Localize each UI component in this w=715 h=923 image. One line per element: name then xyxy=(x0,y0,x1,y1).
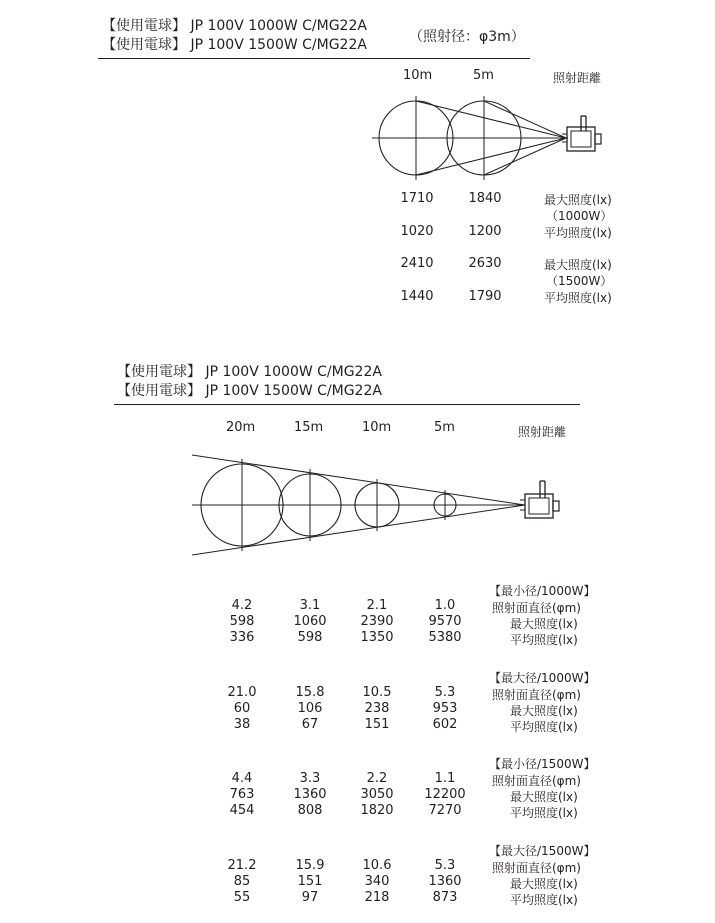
top-max-1000w-10m: 1710 xyxy=(400,191,434,206)
distance-label-15m: 15m xyxy=(294,420,324,435)
top-wattage-1500w: （1500W） xyxy=(546,274,613,288)
g4-max-5m: 1360 xyxy=(428,874,462,889)
g4-max-20m: 85 xyxy=(233,874,251,889)
row-label-max: 最大照度(lx) xyxy=(510,790,578,804)
lamp-spec-1500w: 【使用電球】 JP 100V 1500W C/MG22A xyxy=(102,37,367,53)
g2-avg-10m: 151 xyxy=(364,717,390,732)
g4-avg-15m: 97 xyxy=(301,890,319,905)
g3-avg-15m: 808 xyxy=(297,803,323,818)
top-max-label: 最大照度(lx) xyxy=(544,193,612,207)
g1-avg-10m: 1350 xyxy=(360,630,394,645)
row-label-max: 最大照度(lx) xyxy=(510,704,578,718)
row-label-avg: 平均照度(lx) xyxy=(510,806,578,820)
g4-diameter-20m: 21.2 xyxy=(227,858,257,873)
throw-distance-title: 照射距離 xyxy=(518,425,567,439)
g4-avg-10m: 218 xyxy=(364,890,390,905)
g3-diameter-15m: 3.3 xyxy=(299,771,321,786)
top-avg-1500w-5m: 1790 xyxy=(468,289,502,304)
top-avg-1000w-10m: 1020 xyxy=(400,224,434,239)
top-max-label: 最大照度(lx) xyxy=(544,258,612,272)
throw-distance-title: 照射距離 xyxy=(553,71,602,85)
g3-max-15m: 1360 xyxy=(293,787,327,802)
g2-diameter-5m: 5.3 xyxy=(434,685,456,700)
g2-avg-15m: 67 xyxy=(301,717,319,732)
row-label-avg: 平均照度(lx) xyxy=(510,633,578,647)
g4-diameter-15m: 15.9 xyxy=(295,858,325,873)
g2-diameter-15m: 15.8 xyxy=(295,685,325,700)
g3-max-20m: 763 xyxy=(229,787,255,802)
distance-label-5m: 5m xyxy=(473,68,494,83)
row-label-diameter: 照射面直径(φm) xyxy=(492,861,581,875)
g2-max-5m: 953 xyxy=(432,701,458,716)
row-label-avg: 平均照度(lx) xyxy=(510,720,578,734)
row-label-diameter: 照射面直径(φm) xyxy=(492,688,581,702)
top-avg-1000w-5m: 1200 xyxy=(468,224,502,239)
top-max-1500w-10m: 2410 xyxy=(400,256,434,271)
g2-avg-5m: 602 xyxy=(432,717,458,732)
distance-label-5m: 5m xyxy=(434,420,455,435)
g2-max-10m: 238 xyxy=(364,701,390,716)
top-avg-1500w-10m: 1440 xyxy=(400,289,434,304)
group-title: 【最小径/1000W】 xyxy=(489,584,596,598)
g2-max-15m: 106 xyxy=(297,701,323,716)
g4-avg-20m: 55 xyxy=(233,890,251,905)
g3-avg-5m: 7270 xyxy=(428,803,462,818)
g4-diameter-10m: 10.6 xyxy=(362,858,392,873)
g1-max-5m: 9570 xyxy=(428,614,462,629)
lamp-spec-1000w: 【使用電球】 JP 100V 1000W C/MG22A xyxy=(117,364,382,380)
g3-avg-10m: 1820 xyxy=(360,803,394,818)
top-max-1500w-5m: 2630 xyxy=(468,256,502,271)
distance-label-10m: 10m xyxy=(362,420,392,435)
g3-diameter-5m: 1.1 xyxy=(434,771,456,786)
g1-max-15m: 1060 xyxy=(293,614,327,629)
g3-max-10m: 3050 xyxy=(360,787,394,802)
lamp-spec-1500w: 【使用電球】 JP 100V 1500W C/MG22A xyxy=(117,383,382,399)
g1-max-20m: 598 xyxy=(229,614,255,629)
row-label-avg: 平均照度(lx) xyxy=(510,893,578,907)
g1-diameter-10m: 2.1 xyxy=(366,598,388,613)
g4-max-10m: 340 xyxy=(364,874,390,889)
lamp-spec-1000w: 【使用電球】 JP 100V 1000W C/MG22A xyxy=(102,18,367,34)
spotlight-icon xyxy=(520,481,559,518)
g4-avg-5m: 873 xyxy=(432,890,458,905)
beam-diameter-note: （照射径：φ3m） xyxy=(409,29,525,45)
group-title: 【最大径/1500W】 xyxy=(489,844,596,858)
g2-diameter-10m: 10.5 xyxy=(362,685,392,700)
row-label-max: 最大照度(lx) xyxy=(510,617,578,631)
top-wattage-1000w: （1000W） xyxy=(546,209,613,223)
distance-label-10m: 10m xyxy=(403,68,433,83)
g1-diameter-20m: 4.2 xyxy=(231,598,253,613)
top-max-1000w-5m: 1840 xyxy=(468,191,502,206)
g1-diameter-5m: 1.0 xyxy=(434,598,456,613)
g1-avg-15m: 598 xyxy=(297,630,323,645)
g3-max-5m: 12200 xyxy=(424,787,466,802)
group-title: 【最小径/1500W】 xyxy=(489,757,596,771)
g2-avg-20m: 38 xyxy=(233,717,251,732)
g4-max-15m: 151 xyxy=(297,874,323,889)
group-title: 【最大径/1000W】 xyxy=(489,671,596,685)
g1-avg-5m: 5380 xyxy=(428,630,462,645)
g4-diameter-5m: 5.3 xyxy=(434,858,456,873)
top-avg-label: 平均照度(lx) xyxy=(544,291,612,305)
distance-label-20m: 20m xyxy=(226,420,256,435)
g3-diameter-10m: 2.2 xyxy=(366,771,388,786)
g1-max-10m: 2390 xyxy=(360,614,394,629)
g1-avg-20m: 336 xyxy=(229,630,255,645)
top-avg-label: 平均照度(lx) xyxy=(544,226,612,240)
g1-diameter-15m: 3.1 xyxy=(299,598,321,613)
row-label-diameter: 照射面直径(φm) xyxy=(492,774,581,788)
row-label-diameter: 照射面直径(φm) xyxy=(492,601,581,615)
row-label-max: 最大照度(lx) xyxy=(510,877,578,891)
g2-max-20m: 60 xyxy=(233,701,251,716)
g3-avg-20m: 454 xyxy=(229,803,255,818)
g3-diameter-20m: 4.4 xyxy=(231,771,253,786)
g2-diameter-20m: 21.0 xyxy=(227,685,257,700)
